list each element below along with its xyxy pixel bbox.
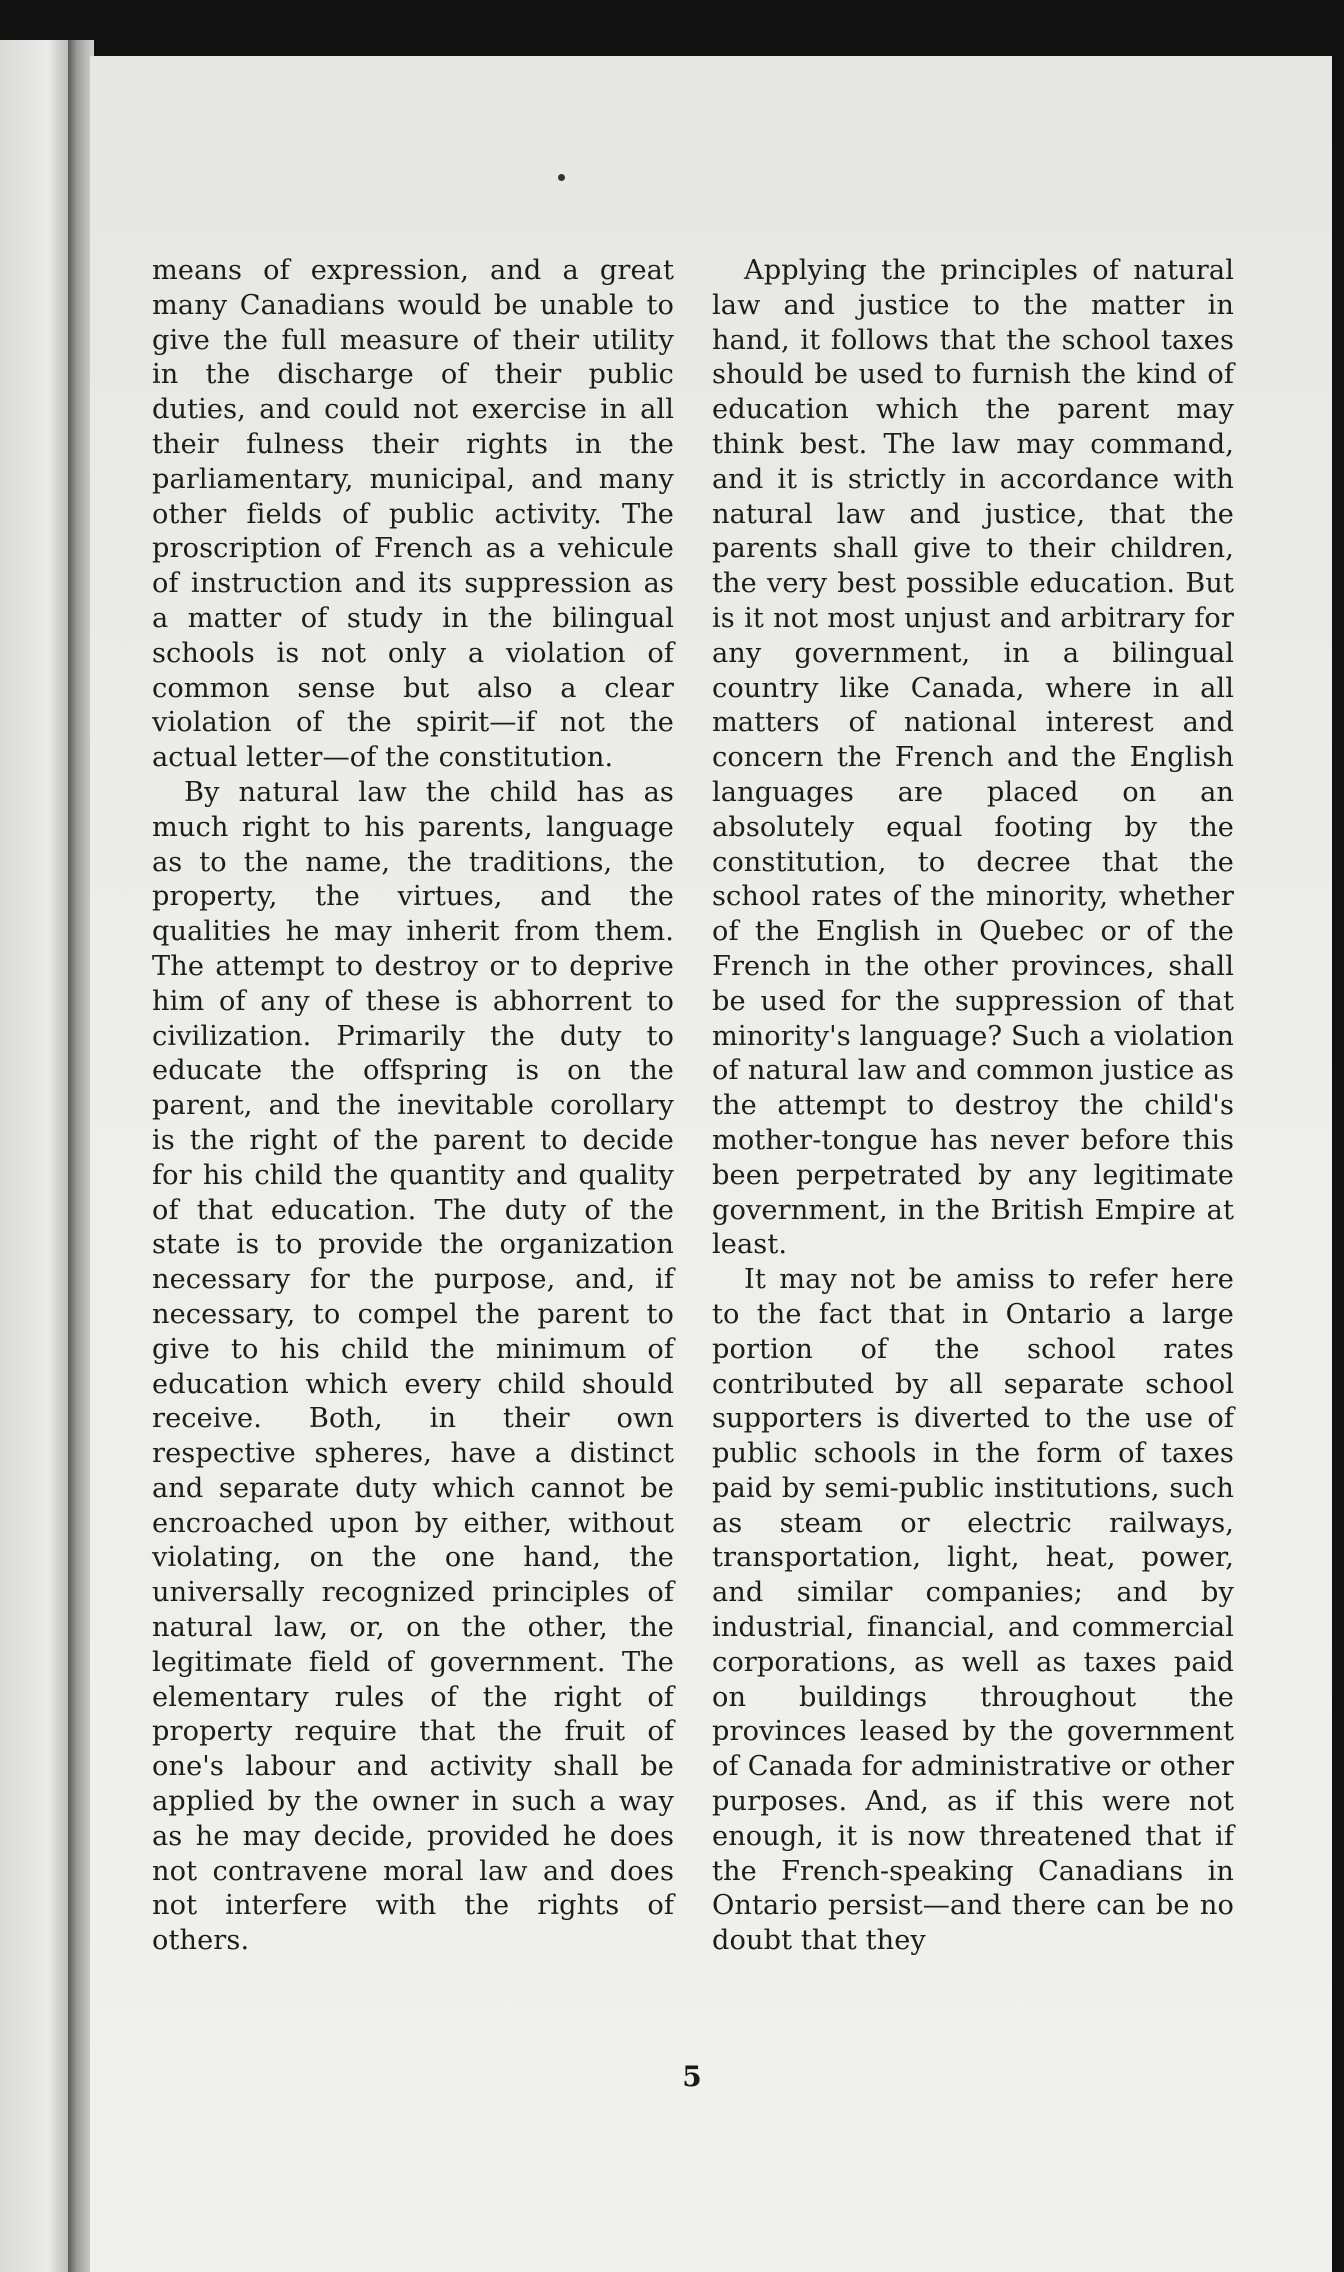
previous-page-edge <box>0 40 68 2272</box>
paragraph: Applying the principles of natural law and justice to the matter in hand, it follows that the school taxes should be used to furnish the kind of education which the parent may think best. The law may command, and it is strictly in accordance with natural law and justice, that the parents shall give to their children, the very best possible education. But is it not most unjust and arbitrary for any government, in a bilingual country like Canada, where in all matters of national interest and concern the French and the English languages are placed on an absolutely equal footing by the constitution, to decree that the school rates of the minority, whether of the English in Quebec or of the French in the other provinces, shall be used for the suppression of that minority's language? Such a violation of natural law and common justice as the attempt to destroy the child's mother-tongue has never before this been perpetrated by any legitimate government, in the British Empire at least. <box>712 255 1234 1261</box>
right-text-column <box>712 254 1234 1959</box>
paragraph: It may not be amiss to refer here to the fact that in Ontario a large portion of the school rates contributed by all separate school supporters is diverted to the use of public schools in the form of taxes paid by semi-public institutions, such as steam or electric railways, transportation, light, heat, power, and similar companies; and by industrial, financial, and commercial corporations, as well as taxes paid on buildings throughout the provinces leased by the government of Canada for administrative or other purposes. And, as if this were not enough, it is now threatened that if the French-speaking Canadians in Ontario persist—and there can be no doubt that they <box>712 1264 1234 1957</box>
paragraph: means of expression, and a great many Canadians would be unable to give the full measure of their utility in the discharge of their public duties, and could not exercise in all their fulness their rights in the parliamentary, municipal, and many other fields of public activity. The proscription of French as a vehicule of instruction and its suppression as a matter of study in the bilingual schools is not only a violation of common sense but also a clear violation of the spirit—if not the actual letter—of the constitution. <box>152 255 674 774</box>
dust-speck <box>558 174 565 181</box>
left-text-column <box>152 254 674 1959</box>
page-number: 5 <box>682 2060 702 2093</box>
paragraph: By natural law the child has as much right to his parents, language as to the name, the traditions, the property, the virtues, and the qualities he may inherit from them. The attempt to destroy or to deprive him of any of these is abhorrent to civilization. Primarily the duty to educate the offspring is on the parent, and the inevitable corollary is the right of the parent to decide for his child the quantity and quality of that education. The duty of the state is to provide the organization necessary for the purpose, and, if necessary, to compel the parent to give to his child the minimum of education which every child should receive. Both, in their own respective spheres, have a distinct and separate duty which cannot be encroached upon by either, without violating, on the one hand, the universally recognized principles of natural law, or, on the other, the legitimate field of government. The elementary rules of the right of property require that the fruit of one's labour and activity shall be applied by the owner in such a way as he may decide, provided he does not contravene moral law and does not interfere with the rights of others. <box>152 776 674 1957</box>
